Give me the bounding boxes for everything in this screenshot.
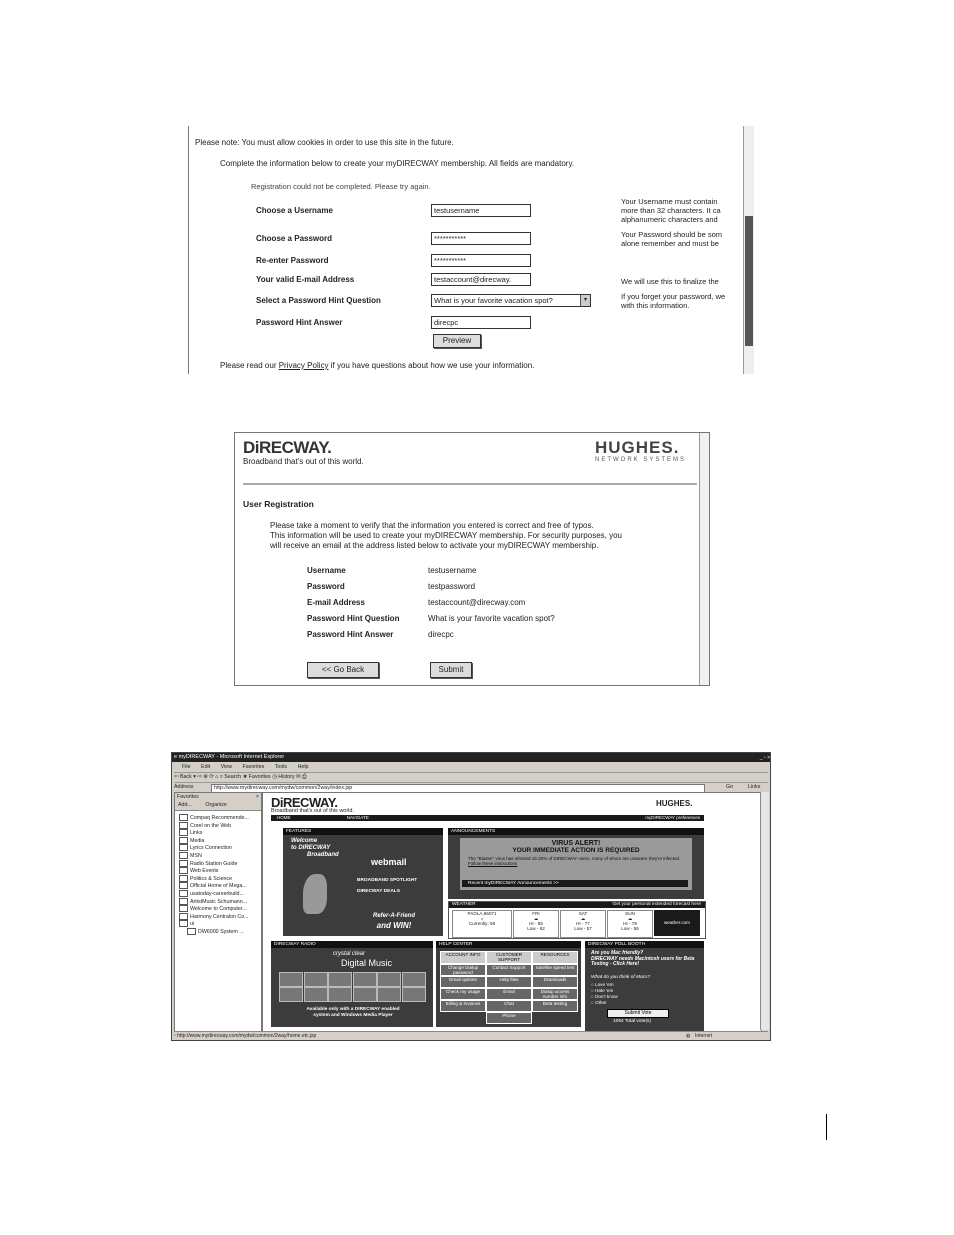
password-input[interactable]: *********** bbox=[431, 232, 531, 245]
menu-help[interactable]: Help bbox=[297, 764, 309, 770]
favorite-label: Harmony Centralon Co... bbox=[190, 913, 249, 920]
ie-icon: e bbox=[174, 754, 178, 760]
page-icon bbox=[179, 905, 188, 912]
menu-tools[interactable]: Tools bbox=[274, 764, 288, 770]
direcway-logo: DiRECWAY. bbox=[243, 438, 332, 457]
email-value: testaccount@direcway.com bbox=[428, 598, 526, 607]
help-center-panel bbox=[436, 941, 581, 1027]
username-note-1: Your Username must contain bbox=[621, 197, 718, 206]
poll-options bbox=[591, 982, 618, 1006]
favorites-button[interactable]: Favorites bbox=[248, 774, 271, 780]
forward-arrow-icon[interactable]: ▾ ⇨ bbox=[193, 774, 202, 780]
registration-form-screenshot bbox=[188, 126, 754, 374]
nav-navigate[interactable]: NAVIGATE bbox=[346, 815, 369, 820]
weather-day-label: SAT bbox=[578, 911, 588, 916]
radio-station-button[interactable] bbox=[353, 987, 377, 1002]
site-logo: DiRECWAY. bbox=[271, 795, 338, 810]
favorite-item[interactable] bbox=[179, 822, 261, 830]
radio-note bbox=[283, 1007, 423, 1019]
radio-station-grid bbox=[279, 972, 427, 1002]
username-note-3: alphanumeric characters and bbox=[621, 215, 718, 224]
fav-organize-button[interactable]: Organize bbox=[205, 802, 227, 808]
favorite-label: ArtistMusic Schumann... bbox=[190, 898, 248, 905]
username-note-2: more than 32 characters. It ca bbox=[621, 206, 721, 215]
hint-question-select[interactable] bbox=[431, 294, 591, 307]
favorite-item[interactable] bbox=[179, 829, 261, 837]
password-value: testpassword bbox=[428, 582, 476, 591]
username-key: Username bbox=[307, 566, 346, 575]
cloud-icon: ☁ bbox=[627, 916, 633, 921]
help-link[interactable]: Satellite speed test bbox=[532, 964, 578, 976]
go-button[interactable]: Go bbox=[726, 784, 734, 790]
mail-icon[interactable]: ✉ bbox=[296, 774, 301, 780]
menu-bar bbox=[182, 763, 308, 771]
virus-alert-text bbox=[460, 854, 692, 868]
page-icon bbox=[179, 860, 188, 867]
email-input[interactable]: testaccount@direcway. bbox=[431, 273, 531, 286]
welcome-line-2: to DIRECWAY bbox=[291, 845, 331, 851]
weather-day-sat bbox=[560, 910, 606, 938]
intro-line-1: Please take a moment to verify that the information you entered is correct and free of typos. bbox=[270, 521, 594, 530]
announcements-panel bbox=[448, 828, 704, 899]
username-value: testusername bbox=[428, 566, 477, 575]
password-note-2: alone remember and must be bbox=[621, 239, 719, 248]
weather-channel-logo[interactable]: weather.com bbox=[654, 910, 700, 936]
help-link[interactable]: Phone bbox=[486, 1012, 532, 1024]
folder-icon bbox=[179, 829, 188, 836]
globe-icon: ◍ bbox=[686, 1033, 691, 1039]
poll-option[interactable] bbox=[591, 1000, 618, 1006]
privacy-policy-link[interactable]: Privacy Policy bbox=[278, 361, 329, 370]
refresh-icon[interactable]: ⟳ bbox=[209, 774, 214, 780]
deals-link[interactable]: DIRECWAY DEALS bbox=[357, 889, 400, 894]
page-icon bbox=[179, 898, 188, 905]
favorites-title-text: Favorites bbox=[177, 794, 199, 800]
intro-line-2: This information will be used to create your myDIRECWAY membership. For security purposes, you bbox=[270, 531, 622, 540]
email-key: E-mail Address bbox=[307, 598, 365, 607]
address-label: Address bbox=[174, 784, 194, 790]
web-content bbox=[262, 792, 762, 1032]
weather-day-fri bbox=[513, 910, 559, 938]
page-icon: ▫ bbox=[174, 1033, 176, 1039]
help-col-resources: RESOURCES bbox=[532, 951, 578, 964]
menu-view[interactable]: View bbox=[220, 764, 233, 770]
error-message: Registration could not be completed. Please try again. bbox=[251, 182, 431, 191]
page-icon bbox=[179, 913, 188, 920]
virus-instructions-link[interactable]: Follow these instructions bbox=[468, 861, 518, 866]
history-icon[interactable]: ◷ bbox=[272, 774, 277, 780]
hint-question-value: What is your favorite vacation spot? bbox=[434, 296, 553, 305]
favorite-label: MSN bbox=[190, 852, 202, 859]
favorite-item[interactable] bbox=[179, 867, 261, 875]
refer-a-friend-banner[interactable] bbox=[373, 912, 415, 930]
favorite-label: Links bbox=[190, 830, 203, 837]
weather-day-sun bbox=[607, 910, 653, 938]
search-button[interactable]: Search bbox=[224, 774, 242, 780]
refer-line-2: and WIN! bbox=[376, 921, 412, 930]
back-arrow-icon[interactable]: ⇦ bbox=[174, 774, 179, 780]
page-icon bbox=[179, 875, 188, 882]
weather-city: PAOLA,66071 bbox=[467, 911, 497, 916]
features-header: FEATURES bbox=[283, 828, 443, 835]
poll-option-label: Hate 'em bbox=[595, 988, 614, 993]
help-link[interactable]: Change Dialup password bbox=[440, 964, 486, 976]
folder-icon bbox=[179, 920, 188, 927]
welcome-text bbox=[291, 838, 339, 859]
folder-icon bbox=[179, 814, 188, 821]
back-button[interactable]: Back bbox=[179, 774, 192, 780]
password-note-1: Your Password should be som bbox=[621, 230, 723, 239]
favorite-item[interactable] bbox=[179, 928, 261, 936]
radio-station-button[interactable] bbox=[377, 972, 401, 987]
fav-add-button[interactable]: Add... bbox=[178, 802, 192, 808]
favorite-item[interactable] bbox=[179, 844, 261, 852]
username-label: Choose a Username bbox=[256, 206, 333, 215]
scroll-thumb[interactable] bbox=[745, 216, 753, 346]
favorite-item[interactable] bbox=[179, 882, 261, 890]
radio-button-icon[interactable]: ○ bbox=[591, 994, 596, 999]
radio-brand-1: crystal clear bbox=[333, 951, 366, 957]
favorite-label: Welcome to Computer... bbox=[190, 906, 247, 913]
favorite-label: usatoday-careerbuild... bbox=[190, 890, 244, 897]
go-back-button[interactable]: << Go Back bbox=[307, 662, 379, 678]
toolbar bbox=[174, 772, 768, 782]
favorite-item[interactable] bbox=[179, 860, 261, 868]
help-link[interactable]: Downloads bbox=[532, 976, 578, 988]
hint-answer-input[interactable]: direcpc bbox=[431, 316, 531, 329]
radio-station-button[interactable] bbox=[304, 972, 328, 987]
spotlight-link[interactable]: BROADBAND SPOTLIGHT bbox=[357, 878, 418, 883]
help-col-account: ACCOUNT INFO bbox=[440, 951, 486, 964]
favorite-item[interactable] bbox=[179, 920, 261, 928]
hughes-logo: HUGHES. bbox=[595, 438, 680, 457]
privacy-line bbox=[220, 361, 534, 370]
vertical-scrollbar[interactable] bbox=[743, 126, 754, 374]
folder-icon bbox=[179, 837, 188, 844]
weather-hi: HI - 85 bbox=[529, 921, 543, 926]
chevron-down-icon[interactable]: ▾ bbox=[580, 295, 590, 306]
help-link[interactable]: Email options bbox=[440, 976, 486, 988]
virus-alert-title: VIRUS ALERT! bbox=[551, 840, 601, 847]
favorite-item[interactable] bbox=[179, 875, 261, 883]
hint-question-value: What is your favorite vacation spot? bbox=[428, 614, 555, 623]
favorite-label: DW6000 System ... bbox=[198, 928, 244, 935]
intro-line-3: will receive an email at the address listed below to activate your myDIRECWAY membership. bbox=[270, 541, 599, 550]
weather-title: WEATHER bbox=[452, 902, 476, 907]
preferences-link[interactable]: myDIRECWAY preferences bbox=[645, 815, 700, 820]
vertical-scrollbar[interactable] bbox=[760, 792, 769, 1030]
radio-button-icon[interactable]: ○ bbox=[591, 988, 596, 993]
weather-header bbox=[449, 902, 705, 908]
address-bar bbox=[174, 782, 768, 792]
hint-answer-key: Password Hint Answer bbox=[307, 630, 394, 639]
surfer-image bbox=[303, 874, 327, 914]
stop-icon[interactable]: ⊗ bbox=[203, 774, 208, 780]
radio-button-icon[interactable]: ○ bbox=[591, 1000, 596, 1005]
email-label: Your valid E-mail Address bbox=[256, 275, 355, 284]
radio-station-button[interactable] bbox=[377, 987, 401, 1002]
favorite-item[interactable] bbox=[179, 905, 261, 913]
status-zone: Internet bbox=[695, 1033, 712, 1039]
print-icon[interactable]: ⎙ bbox=[302, 774, 307, 780]
radio-station-button[interactable] bbox=[402, 972, 426, 987]
site-nav bbox=[271, 815, 704, 821]
privacy-prefix: Please read our bbox=[220, 361, 279, 370]
poll-option-label: Love 'em bbox=[595, 982, 614, 987]
radio-button-icon[interactable]: ○ bbox=[591, 982, 596, 987]
weather-hi: HI - 78 bbox=[623, 921, 637, 926]
menu-edit[interactable]: Edit bbox=[201, 764, 211, 770]
menu-favorites[interactable]: Favorites bbox=[242, 764, 265, 770]
webmail-link[interactable]: webmail bbox=[371, 857, 407, 867]
header-divider bbox=[243, 483, 697, 485]
submit-button[interactable]: Submit bbox=[430, 662, 472, 678]
page-icon bbox=[179, 882, 188, 889]
weather-day-label: FRI bbox=[532, 911, 540, 916]
help-link[interactable]: Contact Support bbox=[486, 964, 532, 976]
page-icon bbox=[179, 844, 188, 851]
virus-alert-subtitle: YOUR IMMEDIATE ACTION IS REQUIRED bbox=[512, 847, 640, 854]
hint-answer-label: Password Hint Answer bbox=[256, 318, 343, 327]
weather-lo: Low - 57 bbox=[574, 926, 592, 931]
sun-icon: ☼ bbox=[479, 916, 485, 921]
poll-option-label: Other bbox=[595, 1000, 607, 1005]
radio-station-button[interactable] bbox=[304, 987, 328, 1002]
cloud-icon: ☁ bbox=[533, 916, 539, 921]
page-title: User Registration bbox=[243, 499, 314, 509]
poll-panel bbox=[585, 941, 704, 1031]
favorites-title bbox=[175, 793, 261, 801]
submit-vote-button[interactable]: Submit Vote bbox=[607, 1009, 669, 1018]
site-tagline: Broadband that's out of this world. bbox=[271, 808, 354, 814]
favorite-item[interactable] bbox=[179, 837, 261, 845]
privacy-suffix: if you have questions about how we use your information. bbox=[328, 361, 535, 370]
favorite-label: Radio Station Guide bbox=[190, 860, 238, 867]
window-controls[interactable]: _ ▫ × bbox=[759, 755, 770, 761]
browser-screenshot bbox=[171, 752, 771, 1041]
radio-note-1: Available only with a DIRECWAY enabled bbox=[306, 1007, 400, 1012]
hint-note-1: If you forget your password, we bbox=[621, 292, 726, 301]
address-input[interactable]: http://www.mydirecway.com/mydw/common/2way/index.jsp bbox=[211, 784, 705, 793]
hint-note-2: with this information. bbox=[621, 301, 690, 310]
help-link[interactable]: Help files bbox=[486, 976, 532, 988]
page-icon bbox=[179, 852, 188, 859]
page-margin-rule bbox=[826, 1114, 827, 1140]
history-button[interactable]: History bbox=[278, 774, 295, 780]
virus-text: The "Blaster" virus has infected 15-20% of DIRECWAY users, many of whom are unaware they're infected. bbox=[468, 856, 681, 861]
radio-station-button[interactable] bbox=[328, 987, 352, 1002]
password-label: Choose a Password bbox=[256, 234, 333, 243]
favorite-item[interactable] bbox=[179, 898, 261, 906]
favorite-item[interactable] bbox=[179, 890, 261, 898]
help-link[interactable]: Email bbox=[486, 988, 532, 1000]
poll-question: What do you think of Macs? bbox=[591, 975, 651, 980]
menu-file[interactable]: File bbox=[182, 764, 191, 770]
confirmation-screenshot bbox=[234, 432, 710, 686]
email-note: We will use this to finalize the bbox=[621, 277, 719, 286]
favorite-label: ui bbox=[190, 921, 195, 928]
recent-announcements-link[interactable]: Recent myDIRECWAY Announcements >> bbox=[462, 880, 688, 887]
search-icon[interactable]: ⌕ bbox=[219, 774, 223, 780]
help-link[interactable]: Billing & Invoices bbox=[440, 1000, 486, 1012]
radio-station-button[interactable] bbox=[328, 972, 352, 987]
radio-header: DIRECWAY RADIO bbox=[271, 941, 433, 948]
nav-home[interactable]: HOME bbox=[277, 815, 291, 820]
favorite-label: Lyrics Connection bbox=[190, 845, 232, 852]
weather-current bbox=[452, 910, 512, 938]
favorite-label: Corel on the Web bbox=[190, 822, 232, 829]
favorite-label: Compaq Recommende... bbox=[190, 814, 249, 821]
password-key: Password bbox=[307, 582, 345, 591]
radio-panel bbox=[271, 941, 433, 1027]
favorites-icon[interactable]: ★ bbox=[242, 774, 248, 780]
weather-forecast-link[interactable]: Get your personal extended forecast here bbox=[612, 902, 701, 907]
help-link[interactable]: Check my usage bbox=[440, 988, 486, 1000]
poll-option-label: Don't know bbox=[595, 994, 618, 999]
radio-station-button[interactable] bbox=[402, 987, 426, 1002]
favorite-label: Politics & Science bbox=[190, 875, 233, 882]
welcome-line-3: Broadband bbox=[307, 852, 339, 858]
close-icon[interactable]: × bbox=[255, 794, 259, 800]
cookie-notice: Please note: You must allow cookies in order to use this site in the future. bbox=[195, 138, 454, 147]
links-button[interactable]: Links bbox=[748, 784, 761, 790]
weather-panel bbox=[448, 901, 706, 939]
weather-lo: Low - 62 bbox=[527, 926, 545, 931]
favorite-item[interactable] bbox=[179, 814, 261, 822]
hint-question-label: Select a Password Hint Question bbox=[256, 296, 381, 305]
title-bar bbox=[172, 753, 771, 762]
radio-brand-2: Digital Music bbox=[341, 958, 393, 968]
favorites-actions bbox=[175, 801, 261, 811]
page-icon bbox=[179, 890, 188, 897]
hughes-subtitle: NETWORK SYSTEMS bbox=[595, 457, 687, 463]
help-header: HELP CENTER bbox=[436, 941, 581, 948]
poll-question-1: Are you Mac friendly? bbox=[591, 950, 644, 956]
form-intro: Complete the information below to create your myDIRECWAY membership. All fields are mandatory. bbox=[220, 159, 575, 168]
home-icon[interactable]: ⌂ bbox=[215, 774, 219, 780]
window-title: myDIRECWAY - Microsoft Internet Explorer bbox=[178, 754, 285, 760]
hint-question-key: Password Hint Question bbox=[307, 614, 400, 623]
vertical-scrollbar[interactable] bbox=[699, 433, 709, 685]
weather-lo: Low - 55 bbox=[621, 926, 639, 931]
folder-icon bbox=[179, 822, 188, 829]
radio-station-button[interactable] bbox=[353, 972, 377, 987]
radio-note-2: system and Windows Media Player bbox=[313, 1013, 393, 1018]
direcway-tagline: Broadband that's out of this world. bbox=[243, 457, 364, 466]
reenter-password-input[interactable]: *********** bbox=[431, 254, 531, 267]
weather-day-label: SUN bbox=[625, 911, 635, 916]
radio-station-button[interactable] bbox=[279, 987, 303, 1002]
username-input[interactable]: testusername bbox=[431, 204, 531, 217]
help-link[interactable]: Chat bbox=[486, 1000, 532, 1012]
poll-beta-link[interactable]: DIRECWAY needs Macintosh users for Beta Testing - Click Here! bbox=[591, 955, 695, 967]
hint-answer-value: direcpc bbox=[428, 630, 454, 639]
welcome-line-1: Welcome bbox=[291, 838, 318, 844]
reenter-password-label: Re-enter Password bbox=[256, 256, 329, 265]
weather-current-temp: Currently: 68 bbox=[468, 921, 496, 926]
poll-total: 1064 Total vote(s) bbox=[613, 1019, 652, 1024]
status-url: http://www.mydirecway.com/mydw/common/2way/home.etc.jsp bbox=[177, 1033, 317, 1039]
favorite-label: Media bbox=[190, 837, 205, 844]
page-icon bbox=[179, 867, 188, 874]
refer-line-1: Refer-A-Friend bbox=[373, 913, 416, 919]
virus-alert bbox=[460, 838, 692, 890]
poll-header: DIRECWAY POLL BOOTH bbox=[585, 941, 704, 948]
page-icon bbox=[187, 928, 196, 935]
favorite-item[interactable] bbox=[179, 913, 261, 921]
status-bar bbox=[174, 1031, 768, 1040]
favorite-item[interactable] bbox=[179, 852, 261, 860]
weather-hi: HI - 77 bbox=[576, 921, 590, 926]
help-link[interactable]: Dialup access number info bbox=[532, 988, 578, 1000]
cloud-icon: ☁ bbox=[580, 916, 586, 921]
favorites-list bbox=[175, 811, 261, 936]
favorite-label: Web Events bbox=[190, 868, 219, 875]
favorite-label: Official Home of Mega... bbox=[190, 883, 247, 890]
site-hughes-logo: HUGHES. bbox=[656, 799, 693, 808]
preview-button[interactable]: Preview bbox=[433, 334, 481, 348]
radio-station-button[interactable] bbox=[279, 972, 303, 987]
announcements-header: ANNOUNCEMENTS bbox=[448, 828, 704, 835]
help-col-support: CUSTOMER SUPPORT bbox=[486, 951, 532, 964]
help-link[interactable]: Beta testing bbox=[532, 1000, 578, 1012]
poll-intro bbox=[591, 951, 699, 968]
favorites-pane bbox=[174, 792, 262, 1032]
features-panel bbox=[283, 828, 443, 936]
